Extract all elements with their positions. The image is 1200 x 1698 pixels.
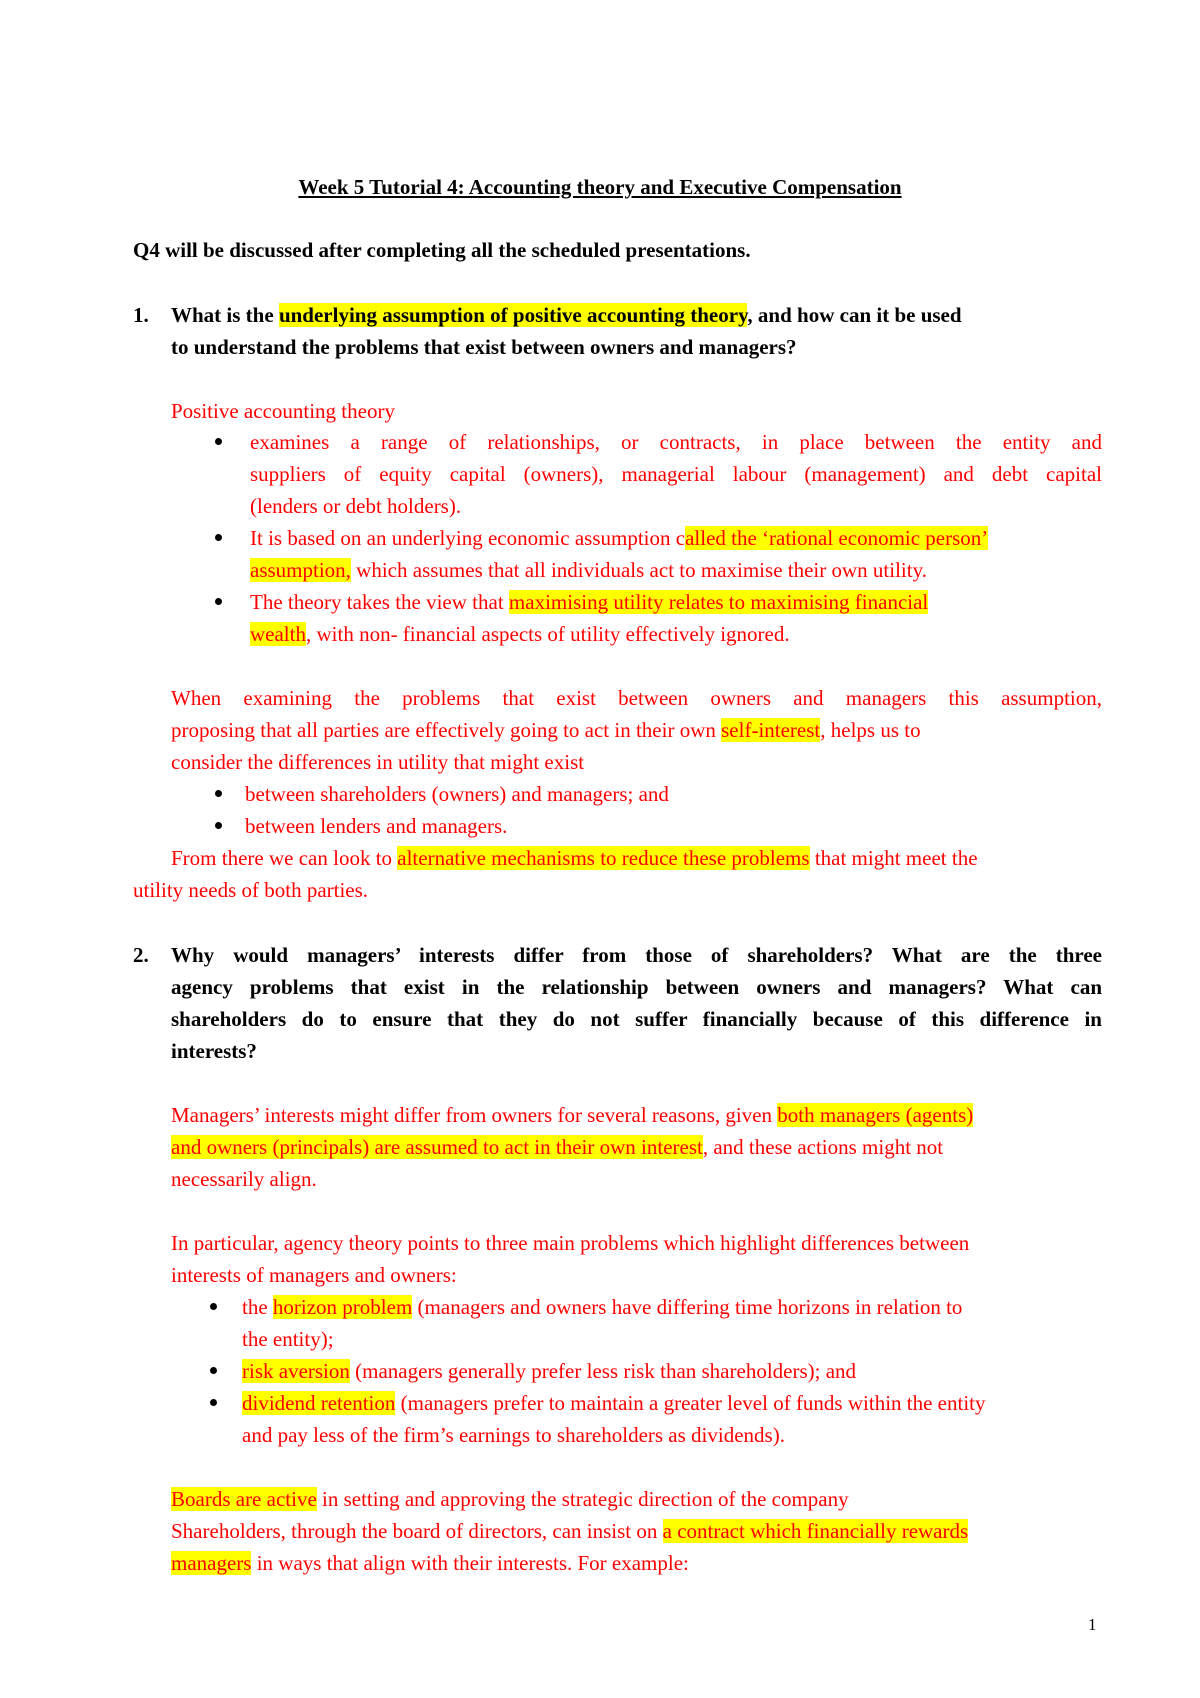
answer-1-bullet-2-line-1: It is based on an underlying economic assumption called the ‘rational economic person’ [250, 526, 989, 550]
answer-2-paragraph-2-line-1: In particular, agency theory points to three main problems which highlight differences between [171, 1231, 970, 1255]
question-2-line-2: agency problems that exist in the relationship between owners and managers? What can [171, 975, 1102, 999]
answer-1-bullet-1-line-1: examines a range of relationships, or contracts, in place between the entity and [250, 430, 1102, 454]
question-2-line-1: Why would managers’ interests differ from those of shareholders? What are the three [171, 943, 1102, 967]
answer-1-bullet-3-line-2: wealth, with non- financial aspects of utility effectively ignored. [250, 622, 790, 646]
answer-2-paragraph-3-line-2: Shareholders, through the board of directors, can insist on a contract which financially rewards [171, 1519, 969, 1543]
answer-2-paragraph-1-line-3: necessarily align. [171, 1167, 317, 1191]
agency-problem-3-line-2: and pay less of the firm’s earnings to shareholders as dividends). [242, 1423, 785, 1447]
answer-1-bullet-2-line-2: assumption, which assumes that all individuals act to maximise their own utility. [250, 558, 927, 582]
bullet-icon [210, 1399, 217, 1406]
answer-2-paragraph-1-line-2: and owners (principals) are assumed to act in their own interest, and these actions might not [171, 1135, 944, 1159]
question-1-number: 1. [133, 303, 149, 327]
answer-2-paragraph-3-line-3: managers in ways that align with their interests. For example: [171, 1551, 689, 1575]
answer-1-bullet-1-line-2: suppliers of equity capital (owners), managerial labour (management) and debt capital [250, 462, 1102, 486]
agency-problem-2: risk aversion (managers generally prefer less risk than shareholders); and [242, 1359, 857, 1383]
question-2-line-3: shareholders do to ensure that they do not suffer financially because of this difference in [171, 1007, 1102, 1031]
answer-1-sub-bullet-2: between lenders and managers. [245, 814, 508, 838]
answer-2-paragraph-3-line-1: Boards are active in setting and approving the strategic direction of the company [171, 1487, 849, 1511]
agency-problem-3-line-1: dividend retention (managers prefer to maintain a greater level of funds within the entity [242, 1391, 986, 1415]
bullet-icon [210, 1303, 217, 1310]
document-title: Week 5 Tutorial 4: Accounting theory and Executive Compensation [298, 175, 902, 199]
answer-1-heading: Positive accounting theory [171, 399, 395, 423]
question-2-line-4: interests? [171, 1039, 257, 1063]
answer-1-paragraph-2-line-3: consider the differences in utility that might exist [171, 750, 585, 774]
answer-1-bullet-1-line-3: (lenders or debt holders). [250, 494, 462, 518]
question-2-number: 2. [133, 943, 149, 967]
question-1-line-1: What is the underlying assumption of positive accounting theory, and how can it be used [171, 303, 962, 327]
agency-problem-1-line-2: the entity); [242, 1327, 334, 1351]
answer-1-paragraph-2-line-1: When examining the problems that exist between owners and managers this assumption, [171, 686, 1102, 710]
answer-1-paragraph-3-line-1: From there we can look to alternative mechanisms to reduce these problems that might meet the [171, 846, 978, 870]
bullet-icon [215, 438, 222, 445]
bullet-icon [215, 598, 222, 605]
answer-1-paragraph-2-line-2: proposing that all parties are effectively going to act in their own self-interest, helps us to [171, 718, 921, 742]
bullet-icon [210, 1367, 217, 1374]
bullet-icon [215, 790, 222, 797]
agency-problem-1-line-1: the horizon problem (managers and owners have differing time horizons in relation to [242, 1295, 963, 1319]
question-1-line-2: to understand the problems that exist between owners and managers? [171, 335, 797, 359]
highlight-assumption: underlying assumption of positive accounting theory [278, 303, 748, 327]
presentation-note: Q4 will be discussed after completing all the scheduled presentations. [133, 238, 751, 262]
answer-2-paragraph-1-line-1: Managers’ interests might differ from owners for several reasons, given both managers (agents) [171, 1103, 974, 1127]
answer-2-paragraph-2-line-2: interests of managers and owners: [171, 1263, 457, 1287]
bullet-icon [215, 822, 222, 829]
answer-1-bullet-3-line-1: The theory takes the view that maximising utility relates to maximising financial [250, 590, 929, 614]
answer-1-sub-bullet-1: between shareholders (owners) and managers; and [245, 782, 669, 806]
answer-1-paragraph-3-line-2: utility needs of both parties. [133, 878, 369, 902]
page-number: 1 [1088, 1615, 1097, 1634]
bullet-icon [215, 534, 222, 541]
